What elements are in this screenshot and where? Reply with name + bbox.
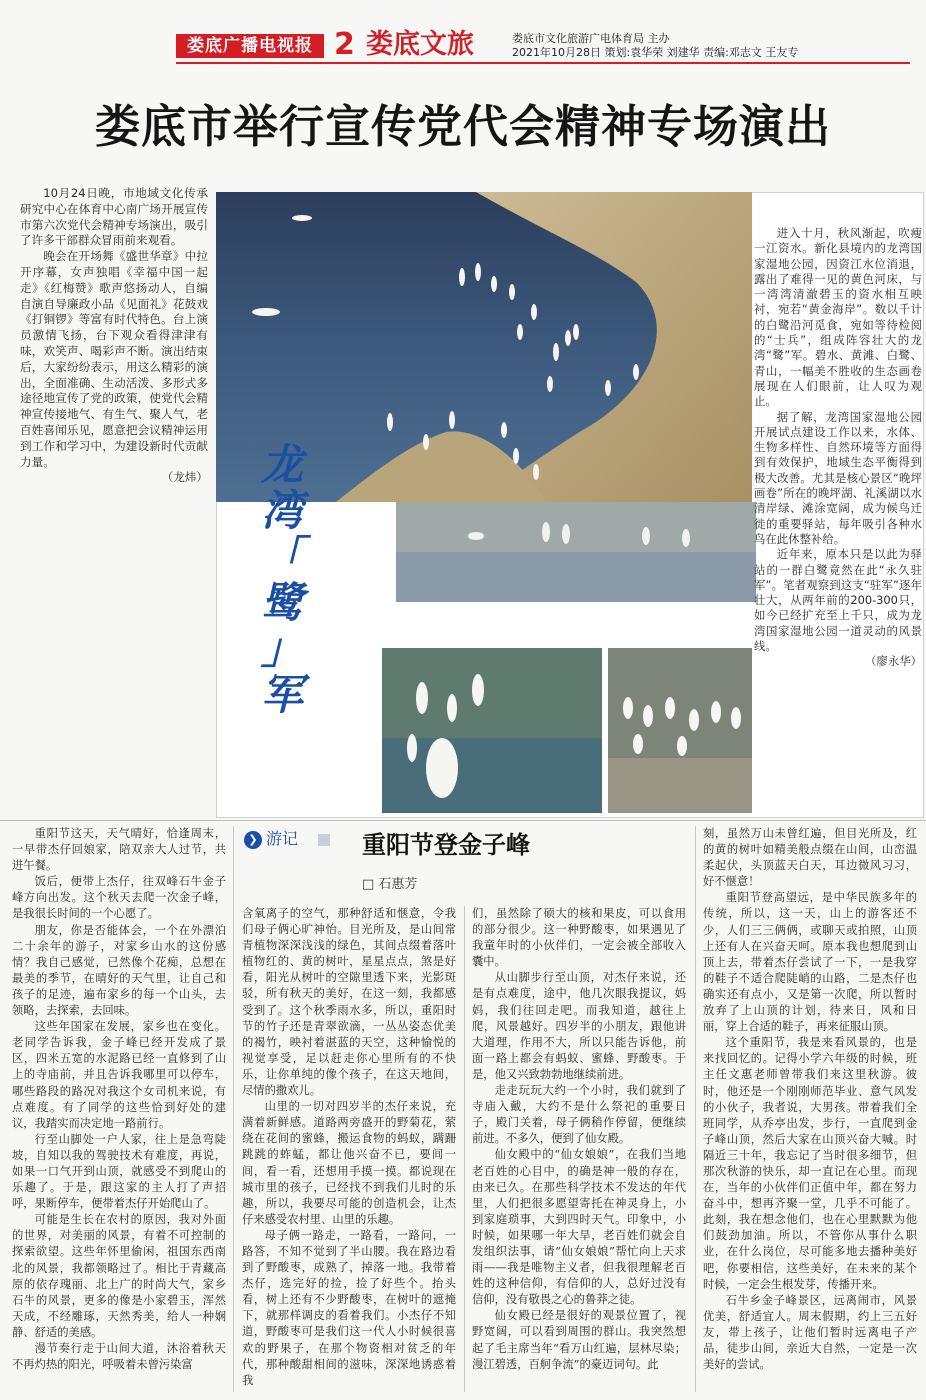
feature-paragraph: 石牛乡金子峰景区，远离闹市，风景优美，舒适宜人。周末假期，约上三五好友，带上孩子，让他们暂时远离电子产品，徒步山间，亲近大自然，一定是一次美好的尝试。: [703, 1293, 917, 1372]
feature-paragraph: 走走玩玩大约一个小时，我们就到了寺庙入戴，大约不是什么祭祀的重要日子，殿门关着，母子俩稍作停留，便继续前进。不多久，便到了仙女殿。: [472, 1084, 686, 1146]
column-separator: [233, 826, 234, 1392]
title-char: 」: [260, 624, 303, 673]
feature-paragraph: 们，虽然除了硕大的核和果皮，可以食用的部分很少。这一种野酸枣，如果遇见了我童年时的小伙伴们，一定会被全部收入囊中。: [472, 907, 686, 969]
masthead: [0, 0, 926, 66]
feature-paragraph: 这些年国家在发展，家乡也在变化。老同学告诉我，金子峰已经开发成了景区，四米五宽的水泥路已经一直修到了山上的寺庙前，并且告诉我哪里可以停车，哪些路段的路况对我这个女司机来说，有点难度。有了同学的这些恰到好处的建议，我踏实而决定地一路前行。: [12, 1020, 226, 1130]
feature-paragraph: 仙女殿中的“仙女娘娘”，在我们当地老百姓的心目中，的确是神一般的存在，由来已久。在那些科学技术不发达的年代里，人们把很多愿望寄托在神灵身上，小到家庭琐事，大到四时天气。印象中，小时候，如果哪一年大旱，老百姓们就会自发组织法事，请“仙女娘娘”帮忙向上天求雨——我是唯物主义者，但我很理解老百姓的这种信仰，有信仰的人，总好过没有信仰，没有敬畏之心的鲁莽之徒。: [472, 1148, 686, 1307]
section-tag: [244, 828, 298, 850]
masthead-rule: [176, 62, 910, 64]
feature-column-4: [703, 826, 917, 1373]
egret-closeup-photo: [382, 648, 602, 813]
feature-paragraph: 这个重阳节，我是来看风景的，也是来找回忆的。记得小学六年级的时候，班主任文惠老师曾带我们来这里秋游。彼时，他还是一个刚刚师范毕业、意气风发的小伙子，我者说，大男孩。带着我们全班同学，从乔亭出发，步行，一直爬到金子峰山顶，然后大家在山顶兴奋大喊。时隔近三十年，我忘记了当时很多细节，但那次秋游的快乐，却一直记在心里。而现在，当年的小伙伴们正值中年，都在努力奋斗中，想再齐聚一堂，几乎不可能了。此刻，我在想念他们，也在心里默默为他们鼓劲加油。所以，不管你从事什么职业，在什么岗位，尽可能多地去播种美好吧，你要相信，这些美好，在未来的某个时候，一定会生根发芽，传播开来。: [703, 1036, 917, 1291]
section-tag-label: 游记: [266, 829, 299, 848]
feature-paragraph: 母子俩一路走，一路看，一路问，一路答，不知不觉到了半山腰。我在路边看到了野酸枣，成熟了，掉落一地。我带着杰仔，选完好的捡，捡了好些个。抬头看，树上还有不少野酸枣，在树叶的遮掩下，就那样调皮的看着我们。小杰仔不知道，野酸枣可是我们这一代人小时候很喜欢的野果子，在那个物资相对贫乏的年代，那种酸甜相间的滋味，深深地诱惑着我: [242, 1228, 456, 1387]
organizer-line: 娄底市文化旅游广电体育局 主办: [512, 32, 670, 45]
photo-feature: [216, 192, 922, 816]
lead-paragraph: 晚会在开场舞《盛世华章》中拉开序幕，女声独唱《幸福中国一起走》《红梅赞》歌声悠扬动人，自编自演自导廉政小品《见面礼》花鼓戏《打铜锣》等富有时代特色。台上演员激情飞扬，台下观众看得津津有味，欢笑声、喝彩声不断。演出结束后，大家纷纷表示，用这么精彩的演出，全面准确、生动活泼、多形式多途径地宣传了党的政策，使党代会精神宣传接地气、有生气、聚人气，老百姓喜闻乐见，愿意把会议精神运用到工作和学习中，为建设新时代贡献力量。: [20, 249, 208, 469]
arrow-icon: ❯: [244, 831, 262, 849]
feature-paragraph: 山里的一切对四岁半的杰仔来说，充满着新鲜感。道路两旁盛开的野菊花，萦绕在花间的蜜蜂，搬运食物的蚂蚁，蹒跚跳跳的蚱蜢，都让他兴奋不已，要间一间，看一看，还想用手摸一摸。都说现在城市里的孩子，已经找不到我们儿时的乐趣，所以，我要尽可能的创造机会，让杰仔来感受农村里、山里的乐趣。: [242, 1100, 456, 1226]
feature-paragraph: 饭后，便带上杰仔，往双峰石牛金子峰方向出发。这个秋天去爬一次金子峰，是我很长时间的一个心愿了。: [12, 875, 226, 921]
feature-paragraph: 刻，虽然万山未曾红遍，但目光所及，红的黄的树叶如精美般点缀在山间，山峦温柔起伏，头顶蓝天白天，耳边微风习习，好不惬意！: [703, 827, 917, 889]
page-headline: 娄底市举行宣传党代会精神专场演出: [94, 100, 831, 153]
photo-feature-author: （廖永华）: [865, 654, 922, 669]
masthead-info: [512, 32, 798, 60]
feature-column-2: [242, 906, 456, 1389]
feature-column-1: [12, 826, 226, 1373]
feature-paragraph: 重阳节登高望远，是中华民族多年的传统，所以，这一天，山上的游客还不少，人们三三俩俩，或聊天或拍照，山顶上还有人在兴奋天呵。原本我也想爬到山顶上去，带着杰仔尝试了一下，一是我穿的鞋子不适合爬陡峭的山路，二是杰仔也确实还有点小，又是第一次爬，所以暂时放弃了上山顶的计划，待来日，风和日丽，穿上合适的鞋子，再来征服山顶。: [703, 891, 917, 1034]
section-divider: [0, 820, 926, 821]
lead-article: [20, 186, 208, 486]
photo-feature-title: [252, 442, 312, 718]
title-char: 龙: [260, 440, 303, 489]
feature-paragraph: 漫节奏行走于山间大道，沐浴着秋天不再灼热的阳光，呼吸着未曾污染富: [12, 1342, 226, 1372]
photo-feature-paragraph: 据了解，龙湾国家湿地公园开展试点建设工作以来，水体、生物多样性、自然环境等方面得到有效保护，地域生态平衡得到极大改善。尤其是核心景区“晚坪画卷”所在的晚坪湖、礼溪湖以水清岸绿、滩涂宽阔，成为候鸟迁徙的重要驿站，每年吸引各种水鸟在此休整补给。: [754, 409, 922, 546]
photo-feature-paragraph: 近年来，原本只是以此为驿站的一群白鹭竟然在此“永久驻军”。笔者观察到这支“驻军”逐年壮大，从两年前的200-300只，如今已经扩充至上千只，成为龙湾国家湿地公园一道灵动的风景线。: [754, 547, 922, 654]
column-separator: [695, 826, 696, 1392]
title-char: 「: [260, 532, 303, 581]
title-char: 湾: [260, 486, 303, 535]
feature-paragraph: 含氧离子的空气，那种舒适和惬意，令我们母子俩心旷神怡。目光所及，是山间常青植物深深浅浅的绿色，其间点缀着落叶植物红的、黄的树叶，星星点点，煞是好看，阳光从树叶的空隙里透下来，光影斑驳，所有秋天的美好，在这一刻，我都感受到了。这个秋季雨水多，所以，重阳时节的竹子还是青翠欲滴，一丛丛姿态优美的褐竹，映衬着湛蓝的天空，这种愉悦的视觉享受，足以赶走你心里所有的不快乐，让你单纯的像个孩子，在这天地间，尽情的撒欢儿。: [242, 907, 456, 1098]
feature-column-3: [472, 906, 686, 1373]
feature-title: 重阳节登金子峰: [362, 831, 530, 859]
egrets-reflection-photo: [396, 502, 756, 602]
section-name: 娄底文旅: [366, 29, 474, 60]
page-number: 2: [334, 27, 355, 62]
title-char: 鹭: [260, 578, 303, 627]
feature-paragraph: 从山脚步行至山顶，对杰仔来说，还是有点难度，途中，他几次眼我提议，妈妈，我们往回走吧。而我知道，越往上爬，风景越好。四岁半的小朋友，跟他讲大道理，作用不大，所以只能告诉他，前面一路上都会有蚂蚁、蜜蜂、野酸枣。于是，他又兴致勃勃地继续前进。: [472, 971, 686, 1081]
tag-bar-decor: [318, 834, 330, 846]
feature-paragraph: 重阳节这天，天气晴好，恰逢周末，一早带杰仔回娘家，陪双亲大人过节，共进午餐。: [12, 827, 226, 873]
photo-feature-text: [754, 226, 922, 670]
egret-flock-photo: [608, 648, 752, 813]
column-separator: [464, 906, 465, 1392]
lead-paragraph: 10月24日晚，市地域文化传承研究中心在体育中心南广场开展宣传市第六次党代会精神专场演出，吸引了许多干部群众冒雨前来观看。: [20, 186, 208, 248]
title-char: 军: [260, 670, 303, 719]
feature-paragraph: 可能是生长在农村的原因，我对外面的世界，对美丽的风景，有着不可控制的探索欲望。这些年怀里偷闲，祖国东西南北的风景，我都领略过了。相比于青藏高原的依存瑰丽、北上广的时尚大气，家乡石牛的风景，更多的像是小家碧玉，浑然天成，不经雕琢，天然秀美，给人一种娴静、舒适的美感。: [12, 1213, 226, 1339]
feature-paragraph: 朋友，你是否能体会，一个在外漂泊二十余年的游子，对家乡山水的这份感情？我自己感觉，已然像个花痴，总想在最美的季节，在晴好的天气里，让自己和孩子的足迹，遍布家乡的每一个山头，去领略，去探索，去回味。: [12, 923, 226, 1018]
paper-logo: 娄底广播电视报: [176, 34, 324, 58]
lead-author: （龙炜）: [161, 470, 208, 485]
feature-paragraph: 行至山脚处一户人家，往上是急弯陡坡，自知以我的驾驶技术有难度，再说，如果一口气开到山顶，就感受不到爬山的乐趣了。于是，跟这家的主人打了声招呼，果断停车，便带着杰仔开始爬山了。: [12, 1132, 226, 1211]
photo-feature-paragraph: 进入十月，秋风渐起，吹瘦一江资水。新化县境内的龙湾国家湿地公园，因资江水位消退，露出了难得一见的黄色河床，与一湾湾清澈碧玉的资水相互映衬，宛若“黄金海岸”。数以千计的白鹭沿河觅食，宛如等待检阅的“士兵”，组成阵容壮大的龙湾“鹭”军。碧水、黄滩、白鹭、青山，一幅美不胜收的生态画卷展现在人们眼前，让人叹为观止。: [754, 226, 922, 409]
feature-paragraph: 仙女殿已经是很好的观景位置了，视野宽阔，可以看到周围的群山。我突然想起了毛主席当年“看万山红遍，层林尽染；漫江碧透，百舸争流”的豪迈词句。此: [472, 1309, 686, 1371]
feature-author: □ 石惠芳: [362, 877, 418, 892]
date-line: 2021年10月28日 策划:袁华荣 刘建华 责编:邓志文 王友专: [512, 46, 799, 59]
